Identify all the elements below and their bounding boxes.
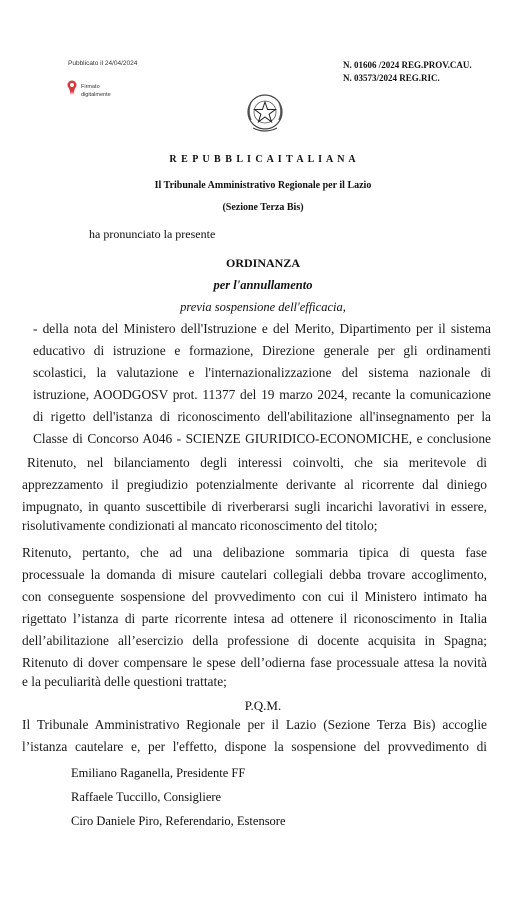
reg-ric: N. 03573/2024 REG.RIC. — [343, 73, 440, 83]
pqm-heading: P.Q.M. — [244, 698, 282, 713]
signatory-consigliere: Raffaele Tuccillo, Consigliere — [71, 790, 222, 804]
published-date: Pubblicato il 24/04/2024 — [68, 60, 138, 67]
previa-sospensione: previa sospensione dell'efficacia, — [180, 300, 346, 314]
signed-label-2: digitalmente — [81, 92, 111, 98]
body-line: rigettato l’istanza di parte ricorrente intesa ad ottenere il riconoscimento in Italia — [22, 611, 487, 626]
ordinanza-heading: ORDINANZA — [225, 256, 300, 270]
body-line: - della nota del Ministero dell'Istruzione e del Merito, Dipartimento per il sistema — [33, 321, 491, 336]
body-line: processuale la domanda di misure cautelari collegiali debba trovare accoglimento, — [22, 567, 487, 582]
decision-line: Il Tribunale Amministrativo Regionale per il Lazio (Sezione Terza Bis) accoglie — [22, 717, 487, 732]
body-line: impugnato, in quanto suscettibile di riverberarsi sugli incarichi lavorativi in essere, — [22, 499, 487, 514]
republic-heading: R E P U B B L I C A I T A L I A N A — [169, 154, 357, 165]
body-line: dell’abilitazione all’esercizio della professione di docente acquisita in Spagna; — [22, 633, 487, 648]
decision-line: l’istanza cautelare e, per l'effetto, dispone la sospensione del provvedimento di — [22, 739, 487, 754]
intro-text: ha pronunciato la presente — [89, 227, 216, 241]
signatory-president: Emiliano Raganella, Presidente FF — [71, 766, 246, 780]
court-name: Il Tribunale Amministrativo Regionale per il Lazio — [154, 180, 372, 191]
signatory-estensore: Ciro Daniele Piro, Referendario, Estensore — [71, 814, 286, 828]
per-annullamento: per l'annullamento — [213, 278, 313, 292]
body-line: apprezzamento il pregiudizio potenzialmente derivante al ricorrente dal diniego — [22, 477, 487, 492]
court-section: (Sezione Terza Bis) — [222, 202, 304, 213]
signed-label-1: Firmato — [81, 84, 100, 90]
italian-republic-emblem — [245, 90, 285, 136]
body-line: Classe di Concorso A046 - SCIENZE GIURIDICO-ECONOMICHE, e conclusione — [33, 431, 491, 446]
reg-prov-cau: N. 01606 /2024 REG.PROV.CAU. — [343, 60, 472, 70]
body-line: e la peculiarità delle questioni trattate; — [22, 674, 227, 689]
body-line: di rigetto dell'istanza di riconoscimento dell'abilitazione all'insegnamento per la — [33, 409, 491, 424]
body-line: con conseguente sospensione del provvedimento con cui il Ministero intimato ha — [22, 589, 487, 604]
body-line: istruzione, AOODGOSV prot. 11377 del 19 marzo 2024, recante la comunicazione — [33, 387, 491, 402]
emblem-icon — [245, 90, 285, 136]
body-line: educativo di istruzione e formazione, Direzione generale per gli ordinamenti — [33, 343, 491, 358]
body-line: Ritenuto di dover compensare le spese dell’odierna fase processuale attesa la novità — [22, 655, 487, 670]
body-line: risolutivamente condizionati al mancato riconoscimento del titolo; — [22, 518, 378, 533]
seal-ribbon-icon — [66, 80, 78, 96]
body-line: scolastici, la valutazione e l'internazionalizzazione del sistema nazionale di — [33, 365, 491, 380]
body-line: Ritenuto, nel bilanciamento degli interessi coinvolti, che sia meritevole di — [27, 455, 487, 470]
body-line: Ritenuto, pertanto, che ad una delibazione sommaria tipica di questa fase — [22, 545, 487, 560]
